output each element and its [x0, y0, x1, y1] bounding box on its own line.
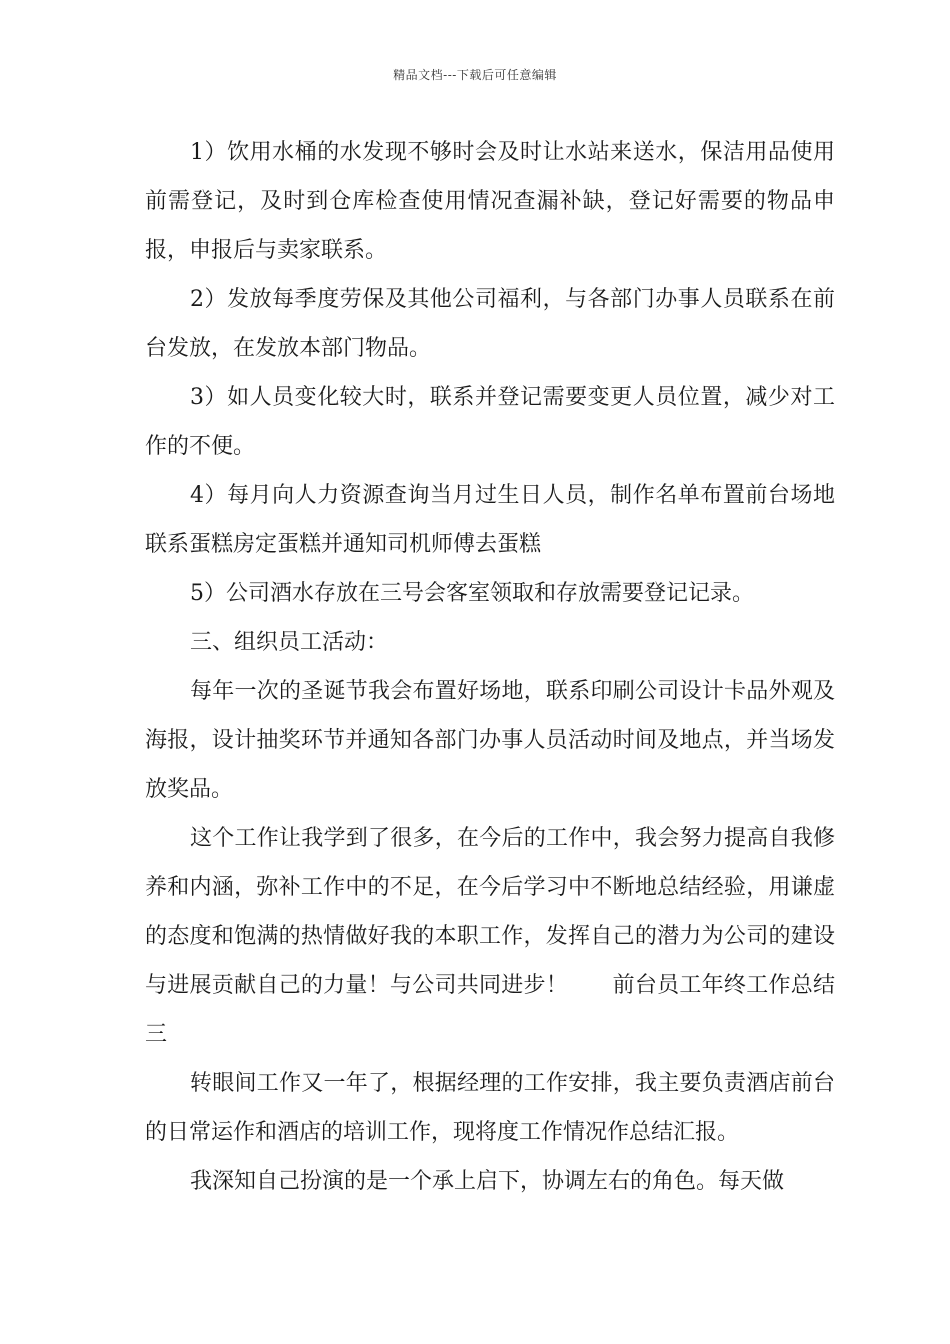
paragraph-item-5: 5）公司酒水存放在三号会客室领取和存放需要登记记录。	[190, 581, 754, 606]
section-heading: 三、组织员工活动：	[190, 630, 389, 655]
document-body	[145, 128, 835, 1206]
paragraph-conclusion: 这个工作让我学到了很多，在今后的工作中，我会努力提高自我修养和内涵，弥补工作中的不足，在今后学习中不断地总结经验，用谦虚的态度和饱满的热情做好我的本职工作，发挥自己的潜力为公司的建设与进展贡献自己的力量！与公司共同进步！ 前台员工年终工作总结三	[145, 826, 835, 1047]
paragraph-christmas-event: 每年一次的圣诞节我会布置好场地，联系印刷公司设计卡品外观及海报，设计抽奖环节并通知各部门办事人员活动时间及地点，并当场发放奖品。	[145, 679, 835, 802]
paragraph-summary-intro: 转眼间工作又一年了，根据经理的工作安排，我主要负责酒店前台的日常运作和酒店的培训工作，现将度工作情况作总结汇报。	[145, 1071, 835, 1145]
page-header: 精品文档---下载后可任意编辑	[393, 68, 557, 82]
paragraph-item-1: 1）饮用水桶的水发现不够时会及时让水站来送水，保洁用品使用前需登记，及时到仓库检查使用情况查漏补缺，登记好需要的物品申报，申报后与卖家联系。	[145, 140, 835, 263]
paragraph-role: 我深知自己扮演的是一个承上启下，协调左右的角色。每天做	[190, 1169, 785, 1194]
paragraph-item-3: 3）如人员变化较大时，联系并登记需要变更人员位置，减少对工作的不便。	[145, 385, 835, 459]
paragraph-item-2: 2）发放每季度劳保及其他公司福利，与各部门办事人员联系在前台发放，在发放本部门物品。	[145, 287, 835, 361]
paragraph-item-4: 4）每月向人力资源查询当月过生日人员，制作名单布置前台场地联系蛋糕房定蛋糕并通知司机师傅去蛋糕	[145, 483, 835, 557]
